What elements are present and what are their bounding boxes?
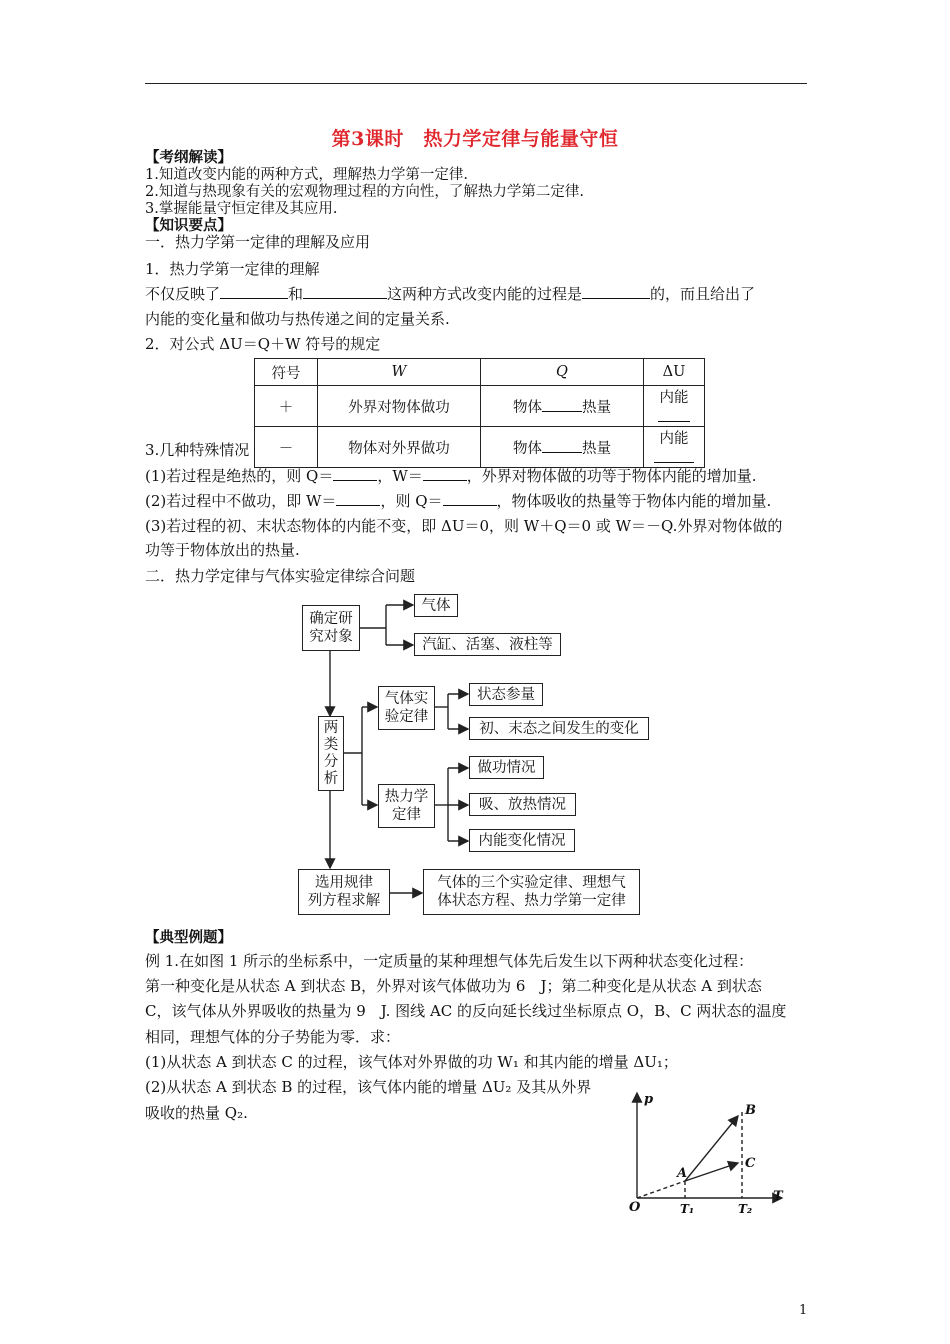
case-text: ，物体吸收的热量等于物体内能的增加量. <box>496 492 772 510</box>
page-number: 1 <box>799 1303 808 1318</box>
table-header: Q <box>481 359 644 386</box>
example-line: 吸收的热量 Q₂. <box>145 1104 248 1122</box>
knowledge-heading: 【知识要点】 <box>145 217 232 234</box>
cell-text: 内能 <box>659 431 689 447</box>
page-title: 第3课时 热力学定律与能量守恒 <box>331 128 619 150</box>
case-3-line-1: (3)若过程的初、末状态物体的内能不变，即 ΔU＝0，则 W＋Q＝0 或 W＝－Q.外界对物体做的 <box>145 517 783 535</box>
p-label: p <box>644 1092 654 1107</box>
section-2-title: 二．热力学定律与气体实验定律综合问题 <box>145 567 416 585</box>
box-text: 气体的三个实验定律、理想气 <box>437 875 626 891</box>
outline-heading: 【考纲解读】 <box>145 149 232 166</box>
sub-2-title: 2．对公式 ΔU＝Q＋W 符号的规定 <box>145 335 381 353</box>
origin-label: O <box>629 1200 641 1215</box>
fill-text: 不仅反映了 <box>145 285 221 303</box>
fill-text: 这两种方式改变内能的过程是 <box>387 285 583 303</box>
outline-item-2: 2.知道与热现象有关的宏观物理过程的方向性，了解热力学第二定律. <box>145 184 584 200</box>
point-b-label: B <box>745 1103 756 1118</box>
cell-text: 物体 <box>513 440 542 457</box>
section-1-title: 一．热力学第一定律的理解及应用 <box>145 233 371 251</box>
internal-energy-box: 内能变化情况 <box>469 829 575 852</box>
gas-box: 气体 <box>414 594 458 617</box>
table-cell: ＋ <box>255 386 318 427</box>
table-cell: 物体对外界做功 <box>318 427 481 468</box>
example-line: 例 1.在如图 1 所示的坐标系中，一定质量的某种理想气体先后发生以下两种状态变化过程： <box>145 952 754 970</box>
point-a-label: A <box>677 1166 688 1181</box>
case-text: ，外界对物体做的功等于物体内能的增加量. <box>466 467 757 485</box>
case-text: (1)若过程是绝热的，则 Q＝ <box>145 467 334 485</box>
work-box: 做功情况 <box>469 756 544 779</box>
cell-text: 热量 <box>582 399 611 416</box>
table-header: ΔU <box>644 359 705 386</box>
case-3-line-2: 功等于物体放出的热量. <box>145 541 300 559</box>
box-text: 体状态方程、热力学第一定律 <box>437 893 626 909</box>
box-text: 验定律 <box>384 709 429 725</box>
case-text: ，W＝ <box>377 467 423 485</box>
outline-item-1: 1.知道改变内能的两种方式，理解热力学第一定律. <box>145 167 468 183</box>
sub-1-title: 1．热力学第一定律的理解 <box>145 260 320 278</box>
changes-box: 初、末态之间发生的变化 <box>469 717 649 740</box>
box-text: 热力学 <box>384 789 429 805</box>
box-text: 析 <box>323 770 339 787</box>
box-text: 选用规律 <box>315 875 373 891</box>
example-line: 第一种变化是从状态 A 到状态 B，外界对该气体做功为 6 J；第二种变化是从状态 A 到状态 <box>145 977 762 995</box>
fill-line-2: 内能的变化量和做功与热传递之间的定量关系. <box>145 310 450 328</box>
example-line: (2)从状态 A 到状态 B 的过程，该气体内能的增量 ΔU₂ 及其从外界 <box>145 1078 592 1096</box>
cell-text: 物体 <box>513 399 542 416</box>
cell-text: 热量 <box>582 440 611 457</box>
devices-box: 汽缸、活塞、液柱等 <box>414 633 561 656</box>
box-text: 分 <box>323 753 339 770</box>
cell-text: 内能 <box>659 390 689 406</box>
box-text: 定律 <box>392 807 421 823</box>
heat-box: 吸、放热情况 <box>469 793 576 816</box>
box-text: 类 <box>323 736 339 753</box>
case-text: ，则 Q＝ <box>380 492 443 510</box>
examples-heading: 【典型例题】 <box>145 929 232 946</box>
example-line: C，该气体从外界吸收的热量为 9 J. 图线 AC 的反向延长线过坐标原点 O，B、C 两状态的温度 <box>145 1002 787 1020</box>
box-text: 两 <box>323 719 339 736</box>
table-cell: 外界对物体做功 <box>318 386 481 427</box>
state-params-box: 状态参量 <box>469 683 543 706</box>
t-label: T <box>773 1189 783 1204</box>
outline-item-3: 3.掌握能量守恒定律及其应用. <box>145 201 338 217</box>
t2-label: T₂ <box>738 1202 753 1216</box>
table-header: 符号 <box>255 359 318 386</box>
table-header: W <box>318 359 481 386</box>
sub-3-title: 3.几种特殊情况 <box>145 441 250 459</box>
t1-label: T₁ <box>680 1202 695 1216</box>
table-cell: － <box>255 427 318 468</box>
example-line: (1)从状态 A 到状态 C 的过程，该气体对外界做的功 W₁ 和其内能的增量 ΔU₁； <box>145 1053 678 1071</box>
box-text: 列方程求解 <box>307 893 381 909</box>
point-c-label: C <box>745 1156 756 1171</box>
ab-line <box>685 1116 738 1181</box>
box-text: 气体实 <box>384 691 429 707</box>
fill-text: 的，而且给出了 <box>650 285 756 303</box>
box-text: 究对象 <box>309 629 353 645</box>
fill-text: 和 <box>288 285 304 303</box>
box-text: 确定研 <box>309 611 353 627</box>
ao-dashed <box>637 1181 685 1198</box>
case-text: (2)若过程中不做功，即 W＝ <box>145 492 337 510</box>
example-line: 相同，理想气体的分子势能为零．求： <box>145 1028 401 1046</box>
